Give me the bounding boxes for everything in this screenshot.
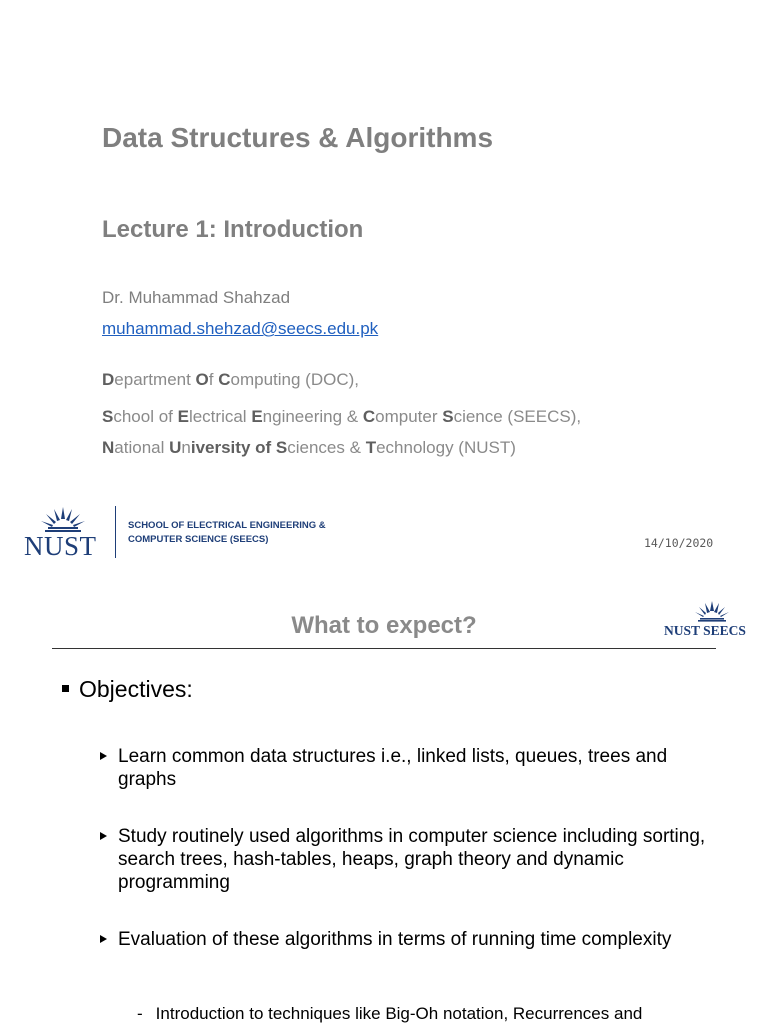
nust-seecs-logo-text: NUST SEECS xyxy=(664,623,746,638)
lecture-subtitle: Lecture 1: Introduction xyxy=(102,216,364,243)
slide-date: 14/10/2020 xyxy=(644,536,714,550)
dash-bullet: - xyxy=(137,1004,143,1023)
school-name-line-2: COMPUTER SCIENCE (SEECS) xyxy=(128,534,269,545)
slide-title: Data Structures & Algorithms xyxy=(102,122,494,153)
school-name-line-1: SCHOOL OF ELECTRICAL ENGINEERING & xyxy=(128,520,326,531)
square-bullet-icon xyxy=(62,685,69,692)
department-line: Department Of Computing (DOC), xyxy=(102,370,359,389)
objective-item xyxy=(100,825,720,894)
nust-seecs-emblem-icon xyxy=(694,601,730,622)
objective-subitem xyxy=(137,1004,642,1024)
school-line: School of Electrical Engineering & Computer Science (SEECS), xyxy=(102,407,582,426)
nust-logo-text: NUST xyxy=(24,531,97,561)
triangle-bullet-icon xyxy=(100,832,107,840)
author-name: Dr. Muhammad Shahzad xyxy=(102,288,291,307)
objective-subitem-text: Introduction to techniques like Big-Oh notation, Recurrences and xyxy=(155,1004,643,1023)
logo-divider xyxy=(115,506,116,558)
objectives-heading xyxy=(62,676,193,703)
objective-item-text: Study routinely used algorithms in computer science including sorting, search trees, hash-tables, heaps, graph theory and dynamic programming xyxy=(118,826,706,893)
triangle-bullet-icon xyxy=(100,752,107,760)
nust-emblem-icon xyxy=(40,507,86,533)
objective-item xyxy=(100,928,720,951)
school-name xyxy=(128,519,326,547)
objective-item-text: Learn common data structures i.e., linked lists, queues, trees and graphs xyxy=(118,746,668,790)
objectives-label: Objectives: xyxy=(79,676,193,702)
triangle-bullet-icon xyxy=(100,935,107,943)
objective-item xyxy=(100,745,720,791)
university-line: National University of Sciences & Technology (NUST) xyxy=(102,438,516,457)
title-rule xyxy=(52,648,716,649)
slide-2-title: What to expect? xyxy=(291,612,477,639)
author-email-link[interactable]: muhammad.shehzad@seecs.edu.pk xyxy=(102,319,379,338)
objective-item-text: Evaluation of these algorithms in terms of running time complexity xyxy=(118,929,672,950)
